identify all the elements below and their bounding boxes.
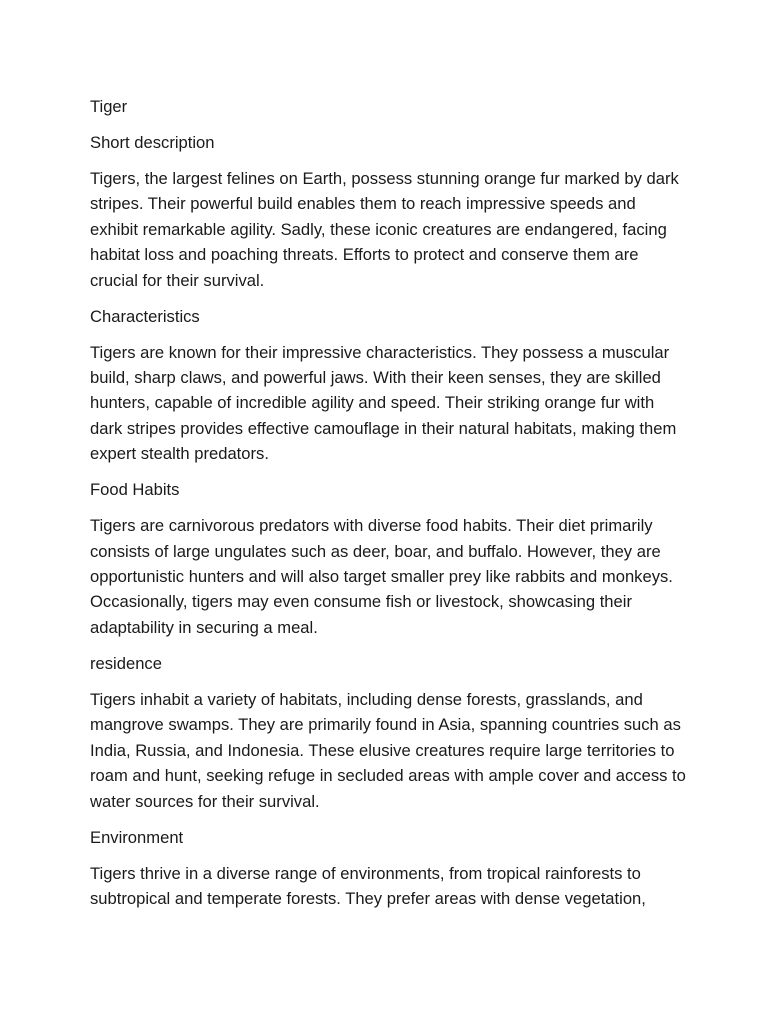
document-body [90, 94, 686, 922]
section-body-characteristics: Tigers are known for their impressive characteristics. They possess a muscular build, sharp claws, and powerful jaws. With their keen senses, they are skilled hunters, capable of incredible agility and speed. Their striking orange fur with dark stripes provides effective camouflage in their natural habitats, making them expert stealth predators. [90, 342, 677, 464]
section-heading-characteristics: Characteristics [90, 306, 200, 326]
section-body-residence: Tigers inhabit a variety of habitats, including dense forests, grasslands, and mangrove swamps. They are primarily found in Asia, spanning countries such as India, Russia, and Indonesia. These elusive creatures require large territories to roam and hunt, seeking refuge in secluded areas with ample cover and access to water sources for their survival. [90, 689, 686, 811]
section-body-environment: Tigers thrive in a diverse range of environments, from tropical rainforests to subtropical and temperate forests. They prefer areas with dense vegetation, [90, 863, 646, 908]
document-title: Tiger [90, 97, 128, 116]
section-heading-environment: Environment [90, 827, 184, 847]
section-heading-residence: residence [90, 653, 162, 673]
section-heading-short-description: Short description [90, 133, 215, 152]
section-heading-food-habits: Food Habits [90, 480, 180, 500]
section-body-food-habits: Tigers are carnivorous predators with diverse food habits. Their diet primarily consists of large ungulates such as deer, boar, and buffalo. However, they are opportunistic hunters and will also target smaller prey like rabbits and monkeys. Occasionally, tigers may even consume fish or livestock, showcasing their adaptability in securing a meal. [90, 516, 673, 637]
section-body-short-description: Tigers, the largest felines on Earth, possess stunning orange fur marked by dark stripes. Their powerful build enables them to reach impressive speeds and exhibit remarkable agility. Sadly, these iconic creatures are endangered, facing habitat loss and poaching threats. Efforts to protect and conserve them are crucial for their survival. [90, 169, 679, 290]
